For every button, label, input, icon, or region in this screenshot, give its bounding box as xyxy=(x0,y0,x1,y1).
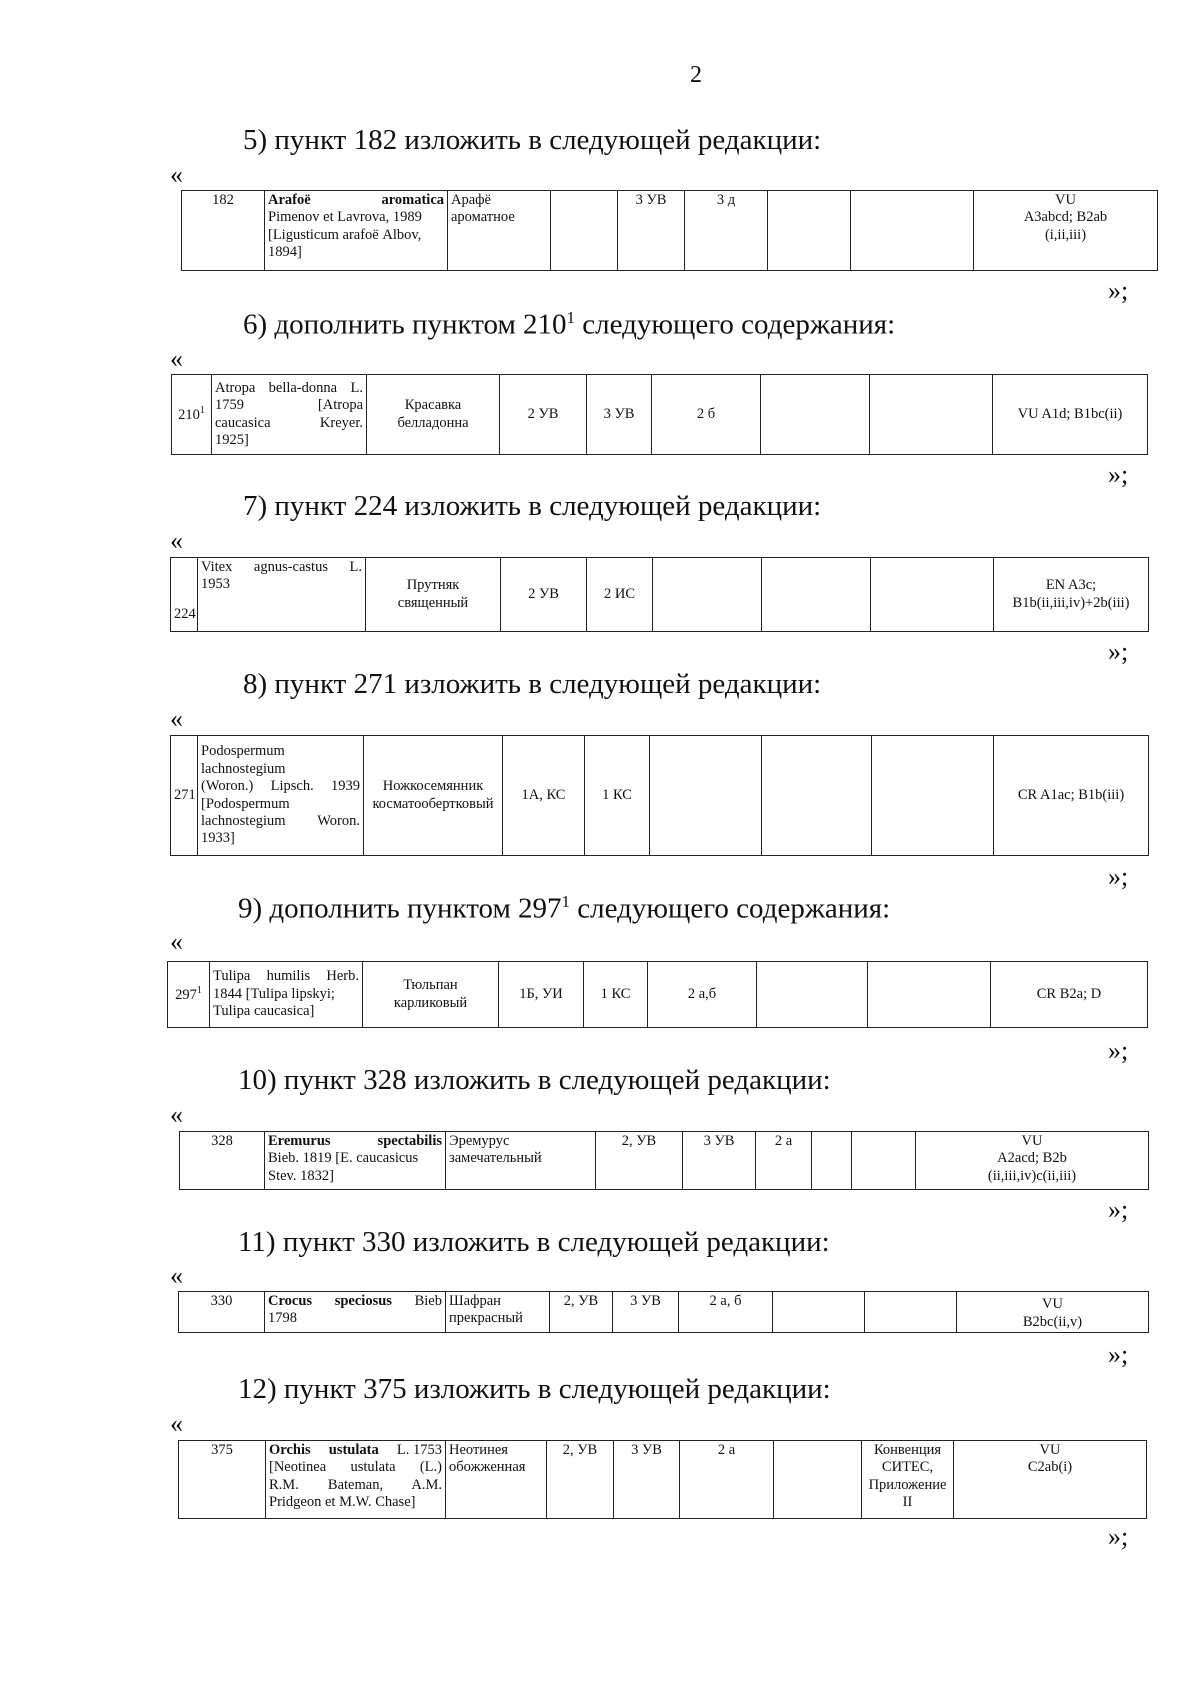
latin-name: Podospermum lachnostegium (Woron.) Lipsch. 1939 [Podospermum lachnostegium Woron. 1933] xyxy=(198,736,364,856)
table-row-330 xyxy=(178,1291,1149,1333)
close-quote: »; xyxy=(1108,276,1129,305)
status-cell: EN A3c; B1b(ii,iii,iv)+2b(iii) xyxy=(994,558,1149,632)
category-cell: 1А, КС xyxy=(503,736,585,856)
table-row-328 xyxy=(179,1131,1149,1190)
category-cell: 3 УВ xyxy=(587,375,652,455)
category-cell: 2 а,б xyxy=(648,962,757,1028)
table-row-271 xyxy=(170,735,1149,856)
empty-cell xyxy=(812,1132,852,1190)
empty-cell xyxy=(865,1292,957,1333)
category-cell: 2 УВ xyxy=(501,558,587,632)
section-heading-210-1: 6) дополнить пунктом $210^1$ следующего содержания: xyxy=(243,308,896,341)
category-cell: 3 УВ xyxy=(618,191,685,271)
category-cell xyxy=(551,191,618,271)
table-row-375 xyxy=(178,1440,1147,1519)
empty-cell xyxy=(852,1132,916,1190)
empty-cell xyxy=(650,736,762,856)
latin-name: Vitex agnus-castus L. 1953 xyxy=(198,558,366,632)
empty-cell xyxy=(761,375,870,455)
latin-name: Eremurus spectabilis Bieb. 1819 [E. caucasicus Stev. 1832] xyxy=(265,1132,446,1190)
table-row-297-1 xyxy=(167,961,1148,1028)
empty-cell xyxy=(774,1441,862,1519)
section-heading-297-1: 9) дополнить пунктом $297^1$ следующего содержания: xyxy=(238,892,891,925)
category-cell: 2, УВ xyxy=(547,1441,614,1519)
open-quote: « xyxy=(170,526,183,555)
section-heading-328: 10) пункт 328 изложить в следующей редакции: xyxy=(238,1064,831,1096)
russian-name: Эремурус замечательный xyxy=(446,1132,596,1190)
category-cell: 2 УВ xyxy=(500,375,587,455)
category-cell: 2 а xyxy=(756,1132,812,1190)
empty-cell xyxy=(757,962,868,1028)
status-cell: VU A1d; B1bc(ii) xyxy=(993,375,1148,455)
latin-name: Atropa bella-donna L. 1759 [Atropa caucasica Kreyer. 1925] xyxy=(212,375,367,455)
status-cell: VU C2ab(i) xyxy=(954,1441,1147,1519)
empty-cell xyxy=(868,962,991,1028)
russian-name: Прутняк священный xyxy=(366,558,501,632)
empty-cell xyxy=(653,558,762,632)
row-number: $297^1$ xyxy=(168,962,210,1028)
open-quote: « xyxy=(170,1100,183,1129)
category-cell: 2 а, б xyxy=(679,1292,773,1333)
close-quote: »; xyxy=(1108,862,1129,891)
table-row-224 xyxy=(170,557,1149,632)
section-heading-375: 12) пункт 375 изложить в следующей редакции: xyxy=(238,1373,831,1405)
category-cell: 2 а xyxy=(680,1441,774,1519)
section-heading-224: 7) пункт 224 изложить в следующей редакции: xyxy=(243,490,822,522)
category-cell: 1Б, УИ xyxy=(499,962,584,1028)
category-cell: 2 ИС xyxy=(587,558,653,632)
section-heading-182: 5) пункт 182 изложить в следующей редакции: xyxy=(243,124,822,156)
open-quote: « xyxy=(170,1261,183,1290)
open-quote: « xyxy=(170,704,183,733)
category-cell: 1 КС xyxy=(585,736,650,856)
status-cell: VU A2acd; B2b (ii,iii,iv)c(ii,iii) xyxy=(916,1132,1149,1190)
table-row-182 xyxy=(181,190,1158,271)
status-cell: CR B2a; D xyxy=(991,962,1148,1028)
row-number: 224 xyxy=(171,558,198,632)
empty-cell xyxy=(768,191,851,271)
open-quote: « xyxy=(170,160,183,189)
section-heading-330: 11) пункт 330 изложить в следующей редакции: xyxy=(238,1226,830,1258)
status-cell: VU A3abcd; B2ab (i,ii,iii) xyxy=(974,191,1158,271)
russian-name: Шафран прекрасный xyxy=(446,1292,550,1333)
latin-name: Tulipa humilis Herb. 1844 [Tulipa lipskyi; Tulipa caucasica] xyxy=(210,962,363,1028)
russian-name: Тюльпан карликовый xyxy=(363,962,499,1028)
row-number: 330 xyxy=(179,1292,265,1333)
category-cell: 2 б xyxy=(652,375,761,455)
close-quote: »; xyxy=(1108,1195,1129,1224)
empty-cell xyxy=(773,1292,865,1333)
section-heading-271: 8) пункт 271 изложить в следующей редакции: xyxy=(243,668,822,700)
category-cell: 2, УВ xyxy=(550,1292,613,1333)
category-cell: 3 УВ xyxy=(613,1292,679,1333)
close-quote: »; xyxy=(1108,1522,1129,1551)
close-quote: »; xyxy=(1108,637,1129,666)
latin-name: Arafoё aromatica Pimenov et Lavrova, 1989 [Ligusticum arafoё Albov, 1894] xyxy=(265,191,448,271)
empty-cell xyxy=(851,191,974,271)
status-cell: CR A1ac; B1b(iii) xyxy=(994,736,1149,856)
open-quote: « xyxy=(170,1409,183,1438)
row-number: 375 xyxy=(179,1441,266,1519)
table-row-210-1 xyxy=(171,374,1148,455)
close-quote: »; xyxy=(1108,1036,1129,1065)
category-cell: 1 КС xyxy=(584,962,648,1028)
empty-cell xyxy=(871,558,994,632)
category-cell: 3 д xyxy=(685,191,768,271)
russian-name: Неотинея обожженная xyxy=(446,1441,547,1519)
empty-cell xyxy=(762,736,872,856)
latin-name: Crocus speciosus Bieb 1798 xyxy=(265,1292,446,1333)
close-quote: »; xyxy=(1108,460,1129,489)
close-quote: »; xyxy=(1108,1340,1129,1369)
russian-name: Арафё ароматное xyxy=(448,191,551,271)
convention-cell: Конвенция СИТЕС, Приложение II xyxy=(862,1441,954,1519)
latin-name: Orchis ustulata L. 1753 [Neotinea ustulata (L.) R.M. Bateman, A.M. Pridgeon et M.W. Chase] xyxy=(266,1441,446,1519)
category-cell: 3 УВ xyxy=(614,1441,680,1519)
empty-cell xyxy=(762,558,871,632)
category-cell: 3 УВ xyxy=(683,1132,756,1190)
status-cell: VU B2bc(ii,v) xyxy=(957,1292,1149,1333)
open-quote: « xyxy=(170,927,183,956)
open-quote: « xyxy=(170,344,183,373)
category-cell: 2, УВ xyxy=(596,1132,683,1190)
row-number: $210^1$ xyxy=(172,375,212,455)
russian-name: Ножкосемянник косматообертковый xyxy=(364,736,503,856)
row-number: 182 xyxy=(182,191,265,271)
russian-name: Красавка белладонна xyxy=(367,375,500,455)
empty-cell xyxy=(870,375,993,455)
page-number: 2 xyxy=(690,62,702,88)
row-number: 271 xyxy=(171,736,198,856)
row-number: 328 xyxy=(180,1132,265,1190)
empty-cell xyxy=(872,736,994,856)
